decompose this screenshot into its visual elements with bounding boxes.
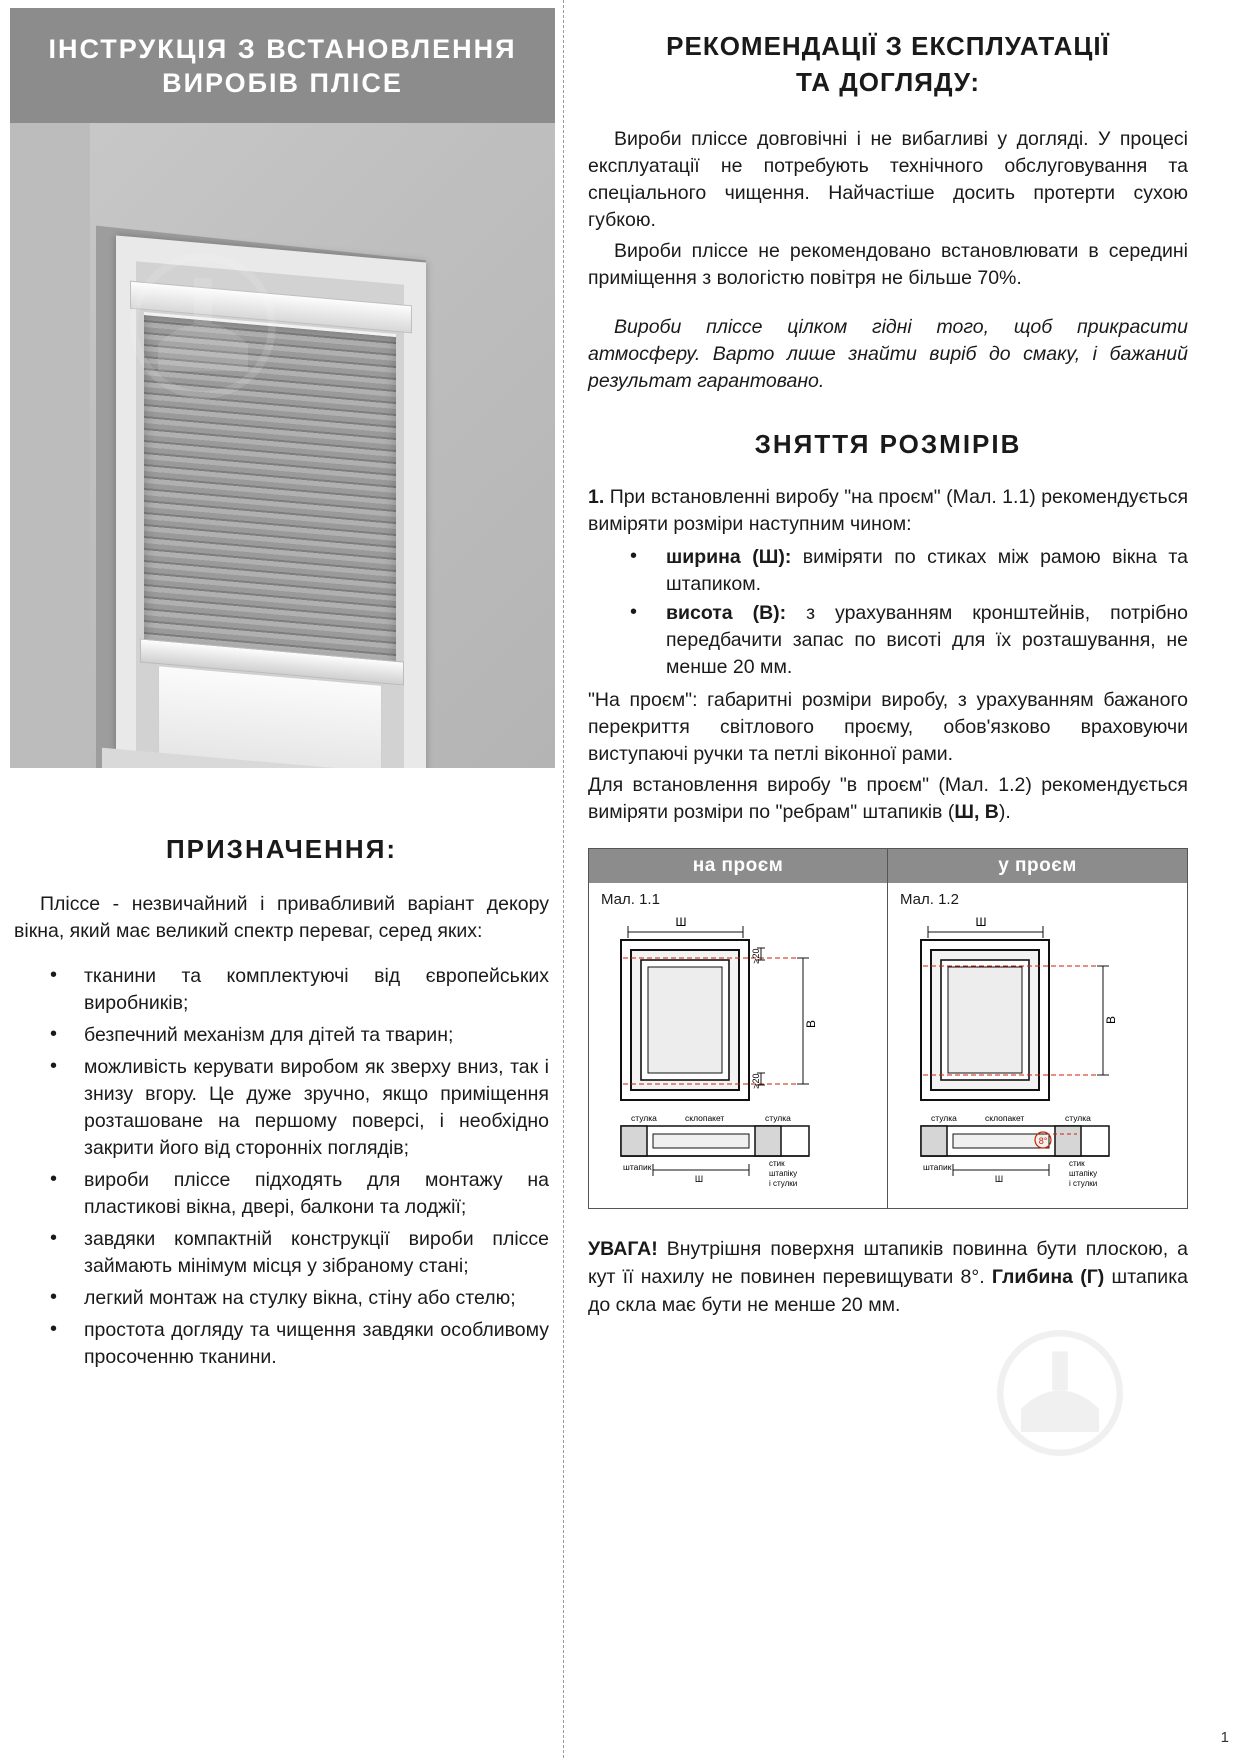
list-item: • легкий монтаж на стулку вікна, стіну або стелю; bbox=[14, 1285, 549, 1312]
svg-text:Ш: Ш bbox=[994, 1174, 1003, 1184]
measuring-paragraph-5b: ). bbox=[998, 801, 1011, 823]
diagram-right-body bbox=[888, 908, 1187, 1208]
svg-text:стулка: стулка bbox=[765, 1113, 791, 1123]
purpose-section-title: ПРИЗНАЧЕННЯ: bbox=[165, 834, 398, 864]
measuring-paragraph-5a: Для встановлення виробу "в проєм" (Мал. 1.2) рекомендується виміряти розміри по "ребрам" штапиків ( bbox=[588, 774, 1188, 823]
left-column bbox=[10, 8, 555, 1750]
left-header-line2: ВИРОБІВ ПЛІСЕ bbox=[162, 67, 403, 98]
window-diagram-on-aperture bbox=[593, 908, 883, 1196]
care-paragraph-1: Вироби пліссе довговічні і не вибагливі у догляді. У процесі експлуатації не потребують технічного обслуговування та спеціального чищення. Найчастіше досить протерти сухою губкою. bbox=[588, 128, 1188, 231]
care-paragraph-2: Вироби пліссе не рекомендовано встановлювати в середині приміщення з вологістю повітря не більше 70%. bbox=[588, 240, 1188, 289]
svg-text:і стулки: і стулки bbox=[769, 1179, 798, 1188]
care-title-line1: РЕКОМЕНДАЦІЇ З ЕКСПЛУАТАЦІЇ bbox=[666, 31, 1110, 61]
list-item: • можливість керувати виробом як зверху вниз, так і знизу вгору. Це дуже зручно, якщо приміщення розташоване на першому поверсі, і необхідно закрити його від сторонніх поглядів; bbox=[14, 1054, 549, 1162]
list-item: • вироби пліссе підходять для монтажу на пластикові вікна, двері, балкони та лоджії; bbox=[14, 1167, 549, 1221]
svg-text:стик: стик bbox=[769, 1159, 785, 1168]
left-header-line1: ІНСТРУКЦІЯ З ВСТАНОВЛЕННЯ bbox=[48, 33, 517, 64]
warning-depth-label: Глибина (Г) bbox=[991, 1266, 1105, 1288]
measuring-paragraph-5-strong: Ш, В bbox=[954, 801, 999, 823]
left-header-banner bbox=[10, 8, 555, 123]
list-item bbox=[588, 544, 1188, 598]
measuring-step-1-number: 1. bbox=[588, 486, 605, 508]
measuring-paragraph-5 bbox=[588, 772, 1188, 826]
measuring-section-title: ЗНЯТТЯ РОЗМІРІВ bbox=[754, 429, 1022, 459]
svg-text:≥20: ≥20 bbox=[751, 948, 761, 964]
svg-text:В: В bbox=[804, 1019, 818, 1029]
warning-label: УВАГА! bbox=[588, 1238, 658, 1260]
svg-text:штапик: штапик bbox=[623, 1162, 652, 1172]
watermark-icon bbox=[995, 1328, 1125, 1458]
svg-text:Ш: Ш bbox=[694, 1174, 704, 1184]
bullet-height-label: висота (В): bbox=[666, 602, 787, 624]
bullet-width-text: виміряти по стиках між рамою вікна та штапиком. bbox=[666, 546, 1188, 595]
page-number: 1 bbox=[1220, 1729, 1229, 1746]
svg-text:стулка: стулка bbox=[930, 1113, 957, 1123]
diagram-cell-na-proem bbox=[589, 849, 888, 1208]
svg-text:склопакет: склопакет bbox=[685, 1113, 725, 1123]
svg-text:і стулки: і стулки bbox=[1068, 1179, 1097, 1188]
list-item bbox=[588, 600, 1188, 681]
care-paragraph-3: Вироби пліссе цілком гідні того, щоб прикрасити атмосферу. Варто лише знайти виріб до смаку, і бажаний результат гарантовано. bbox=[588, 316, 1188, 392]
diagram-right-figure-label: Мал. 1.2 bbox=[900, 891, 959, 908]
measuring-step-1 bbox=[588, 484, 1188, 538]
window-diagram-in-aperture bbox=[893, 908, 1183, 1196]
list-item: • простота догляду та чищення завдяки особливому просоченню тканини. bbox=[14, 1317, 549, 1371]
measuring-paragraph-4: "На проєм": габаритні розміри виробу, з урахуванням бажаного перекриття світлового проєму, обов'язково враховуючи виступаючі ручки та петлі віконної рами. bbox=[588, 689, 1188, 765]
svg-text:Ш: Ш bbox=[675, 915, 687, 929]
diagram-left-header: на проєм bbox=[589, 849, 887, 883]
right-column bbox=[588, 28, 1188, 1319]
svg-text:склопакет: склопакет bbox=[984, 1113, 1024, 1123]
svg-text:штапіку: штапіку bbox=[769, 1169, 798, 1178]
svg-text:стулка: стулка bbox=[631, 1113, 657, 1123]
svg-text:стулка: стулка bbox=[1064, 1113, 1091, 1123]
warning-text-a: Внутрішня поверхня штапиків повинна бути плоскою, а кут її нахилу не повинен перевищувати 8°. bbox=[588, 1238, 1188, 1288]
warning-text-b: штапика до скла має бути не менше 20 мм. bbox=[588, 1266, 1189, 1316]
purpose-bullet-list bbox=[14, 963, 549, 1371]
svg-text:штапик: штапик bbox=[922, 1162, 951, 1172]
warning-note bbox=[588, 1235, 1188, 1319]
photo-wall bbox=[10, 123, 90, 768]
svg-text:В: В bbox=[1103, 1015, 1118, 1025]
svg-text:стик: стик bbox=[1068, 1159, 1085, 1168]
svg-text:≥20: ≥20 bbox=[751, 1073, 761, 1089]
svg-text:8°: 8° bbox=[1038, 1136, 1047, 1146]
diagram-table bbox=[588, 848, 1188, 1209]
column-divider bbox=[563, 0, 564, 1758]
list-item: • безпечний механізм для дітей та тварин; bbox=[14, 1022, 549, 1049]
diagram-cell-u-proem bbox=[888, 849, 1187, 1208]
product-photo bbox=[10, 123, 555, 768]
care-title-line2: ТА ДОГЛЯДУ: bbox=[795, 67, 981, 97]
purpose-intro-paragraph: Пліссе - незвичайний і привабливий варіант декору вікна, який має великий спектр переваг, серед яких: bbox=[14, 893, 549, 942]
watermark-icon bbox=[128, 251, 278, 401]
care-section-title bbox=[588, 28, 1188, 100]
measuring-step-1-text: При встановленні виробу "на проєм" (Мал. 1.1) рекомендується виміряти розміри наступним чином: bbox=[588, 486, 1188, 535]
diagram-left-body bbox=[589, 908, 887, 1208]
measuring-bullet-list bbox=[588, 544, 1188, 681]
list-item: • завдяки компактній конструкції вироби пліссе займають мінімум місця у зібраному стані; bbox=[14, 1226, 549, 1280]
diagram-left-figure-label: Мал. 1.1 bbox=[601, 891, 660, 908]
bullet-width-label: ширина (Ш): bbox=[666, 546, 792, 568]
svg-text:штапіку: штапіку bbox=[1068, 1169, 1097, 1178]
svg-text:Ш: Ш bbox=[975, 915, 986, 929]
left-body bbox=[10, 834, 555, 1371]
bullet-height-text: з урахуванням кронштейнів, потрібно передбачити запас по висоті для їх розташування, не менше 20 мм. bbox=[666, 602, 1188, 678]
list-item: • тканини та комплектуючі від європейських виробників; bbox=[14, 963, 549, 1017]
diagram-right-header: у проєм bbox=[888, 849, 1187, 883]
